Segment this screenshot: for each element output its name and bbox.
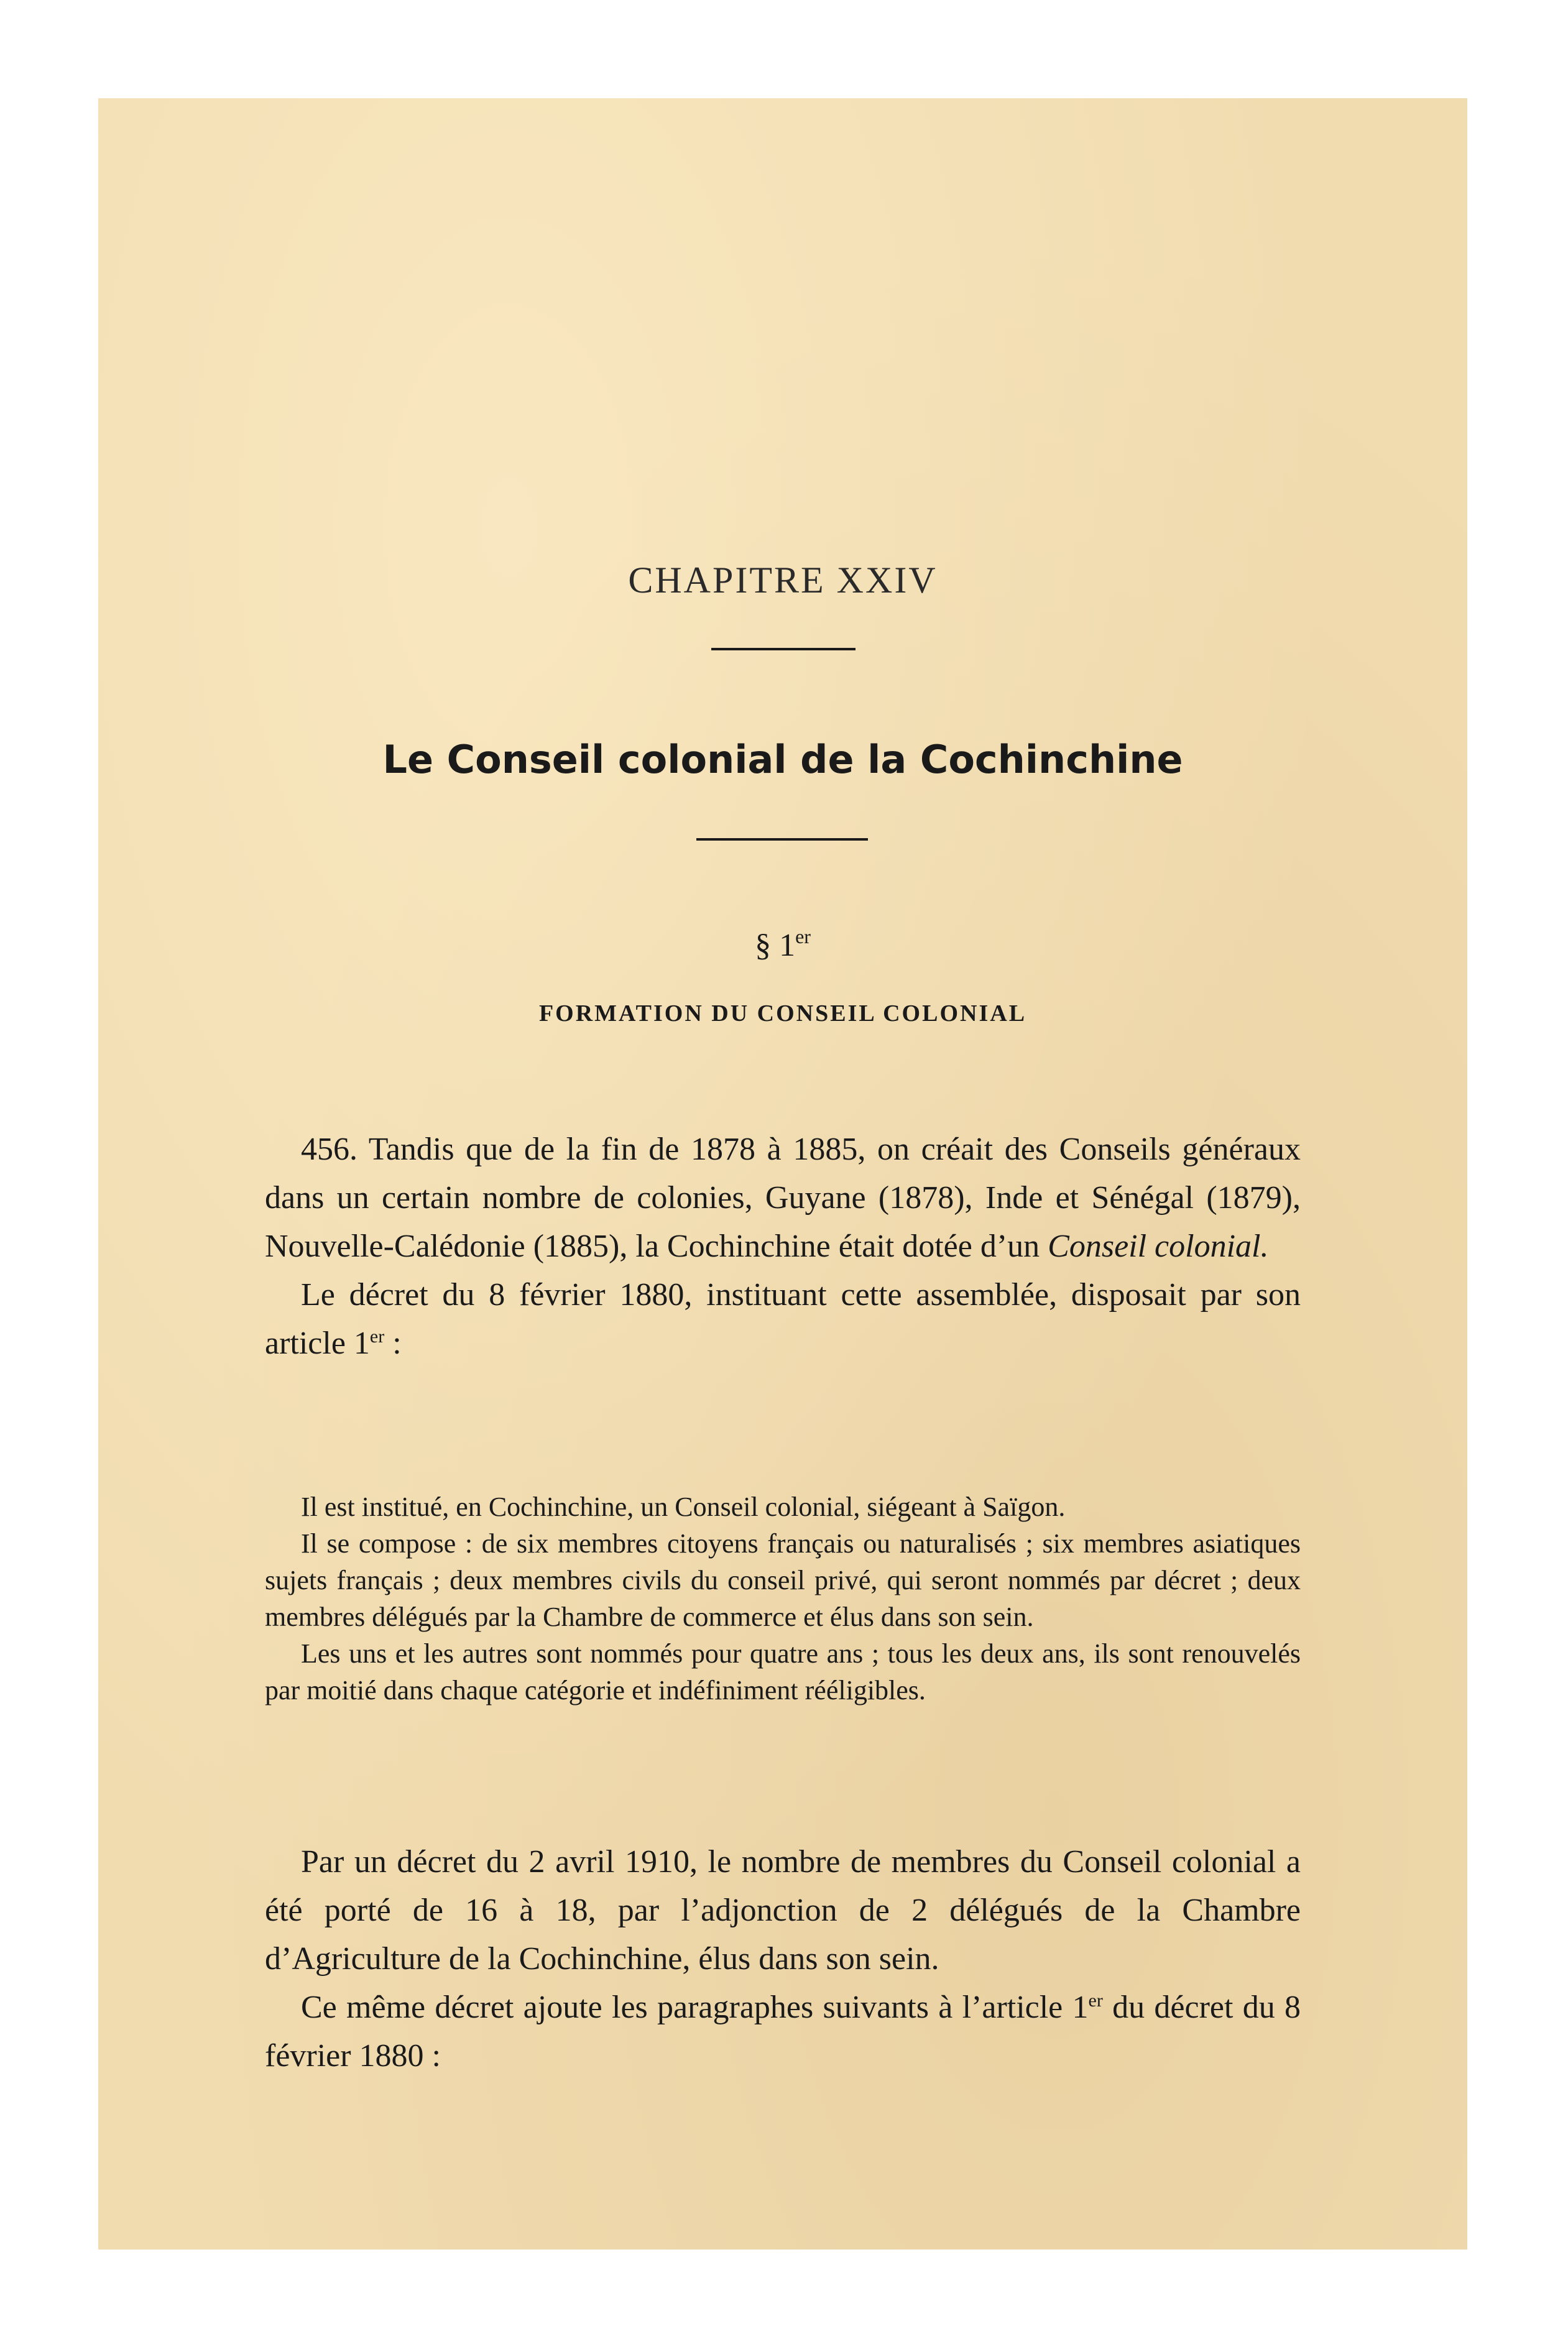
chapter-heading: CHAPITRE XXIV: [628, 560, 938, 601]
paragraph-decree-1880-end: :: [384, 1326, 402, 1361]
section-mark: [98, 918, 1467, 964]
section-mark-text: § 1: [755, 928, 796, 963]
paragraph-decree-1910: Par un décret du 2 avril 1910, le nombre de membres du Conseil colonial a été porté de 16 à 18, par l’adjonction de 2 délégués de la Chambre d’Agriculture de la Cochinchine, élus dans son sein.: [265, 1844, 1301, 1977]
page: [98, 98, 1467, 2250]
intro-paragraphs: [265, 1125, 1301, 1368]
paragraph-additions: [265, 1983, 1301, 2080]
section-title: FORMATION DU CONSEIL COLONIAL: [538, 1000, 1027, 1027]
paragraph-additions-sup: er: [1088, 1990, 1103, 2011]
paragraph-decree-1880-sup: er: [369, 1326, 385, 1347]
paragraph-456-text: 456. Tandis que de la fin de 1878 à 1885, on créait des Conseils généraux dans un certain nombre de colonies, Guyane (1878), Inde et Sénégal (1879), Nouvelle-Calédonie (1885), la Cochinchine était dotée d’un: [265, 1132, 1301, 1264]
paragraph-decree-1880: [265, 1271, 1301, 1368]
quote-paragraph: Les uns et les autres sont nommés pour quatre ans ; tous les deux ans, ils sont renouvelés par moitié dans chaque catégorie et indéfiniment rééligibles.: [265, 1638, 1301, 1705]
quote-paragraph: Il se compose : de six membres citoyens français ou naturalisés ; six membres asiatiques sujets français ; deux membres civils du conseil privé, qui seront nommés par décret ; deux membres délégués par la Chambre de commerce et élus dans son sein.: [265, 1528, 1301, 1632]
quote-paragraph: Il est institué, en Cochinchine, un Conseil colonial, siégeant à Saïgon.: [301, 1492, 1066, 1522]
paragraph-456-emphasis: Conseil colonial.: [1048, 1229, 1269, 1264]
chapter-rule: [711, 648, 855, 650]
chapter-title: Le Conseil colonial de la Cochinchine: [382, 737, 1183, 782]
paragraph-additions-text: Ce même décret ajoute les paragraphes suivants à l’article 1: [301, 1990, 1089, 2025]
paragraph-456: [265, 1125, 1301, 1271]
paragraph-decree-1880-text: Le décret du 8 février 1880, instituant cette assemblée, disposait par son article 1: [265, 1277, 1301, 1361]
title-rule: [696, 838, 868, 841]
closing-paragraphs: [265, 1838, 1301, 2080]
paragraph-additions-end: du décret du 8 février 1880 :: [265, 1990, 1301, 2074]
section-mark-sup: er: [795, 925, 811, 948]
quoted-article: [265, 1488, 1301, 1709]
